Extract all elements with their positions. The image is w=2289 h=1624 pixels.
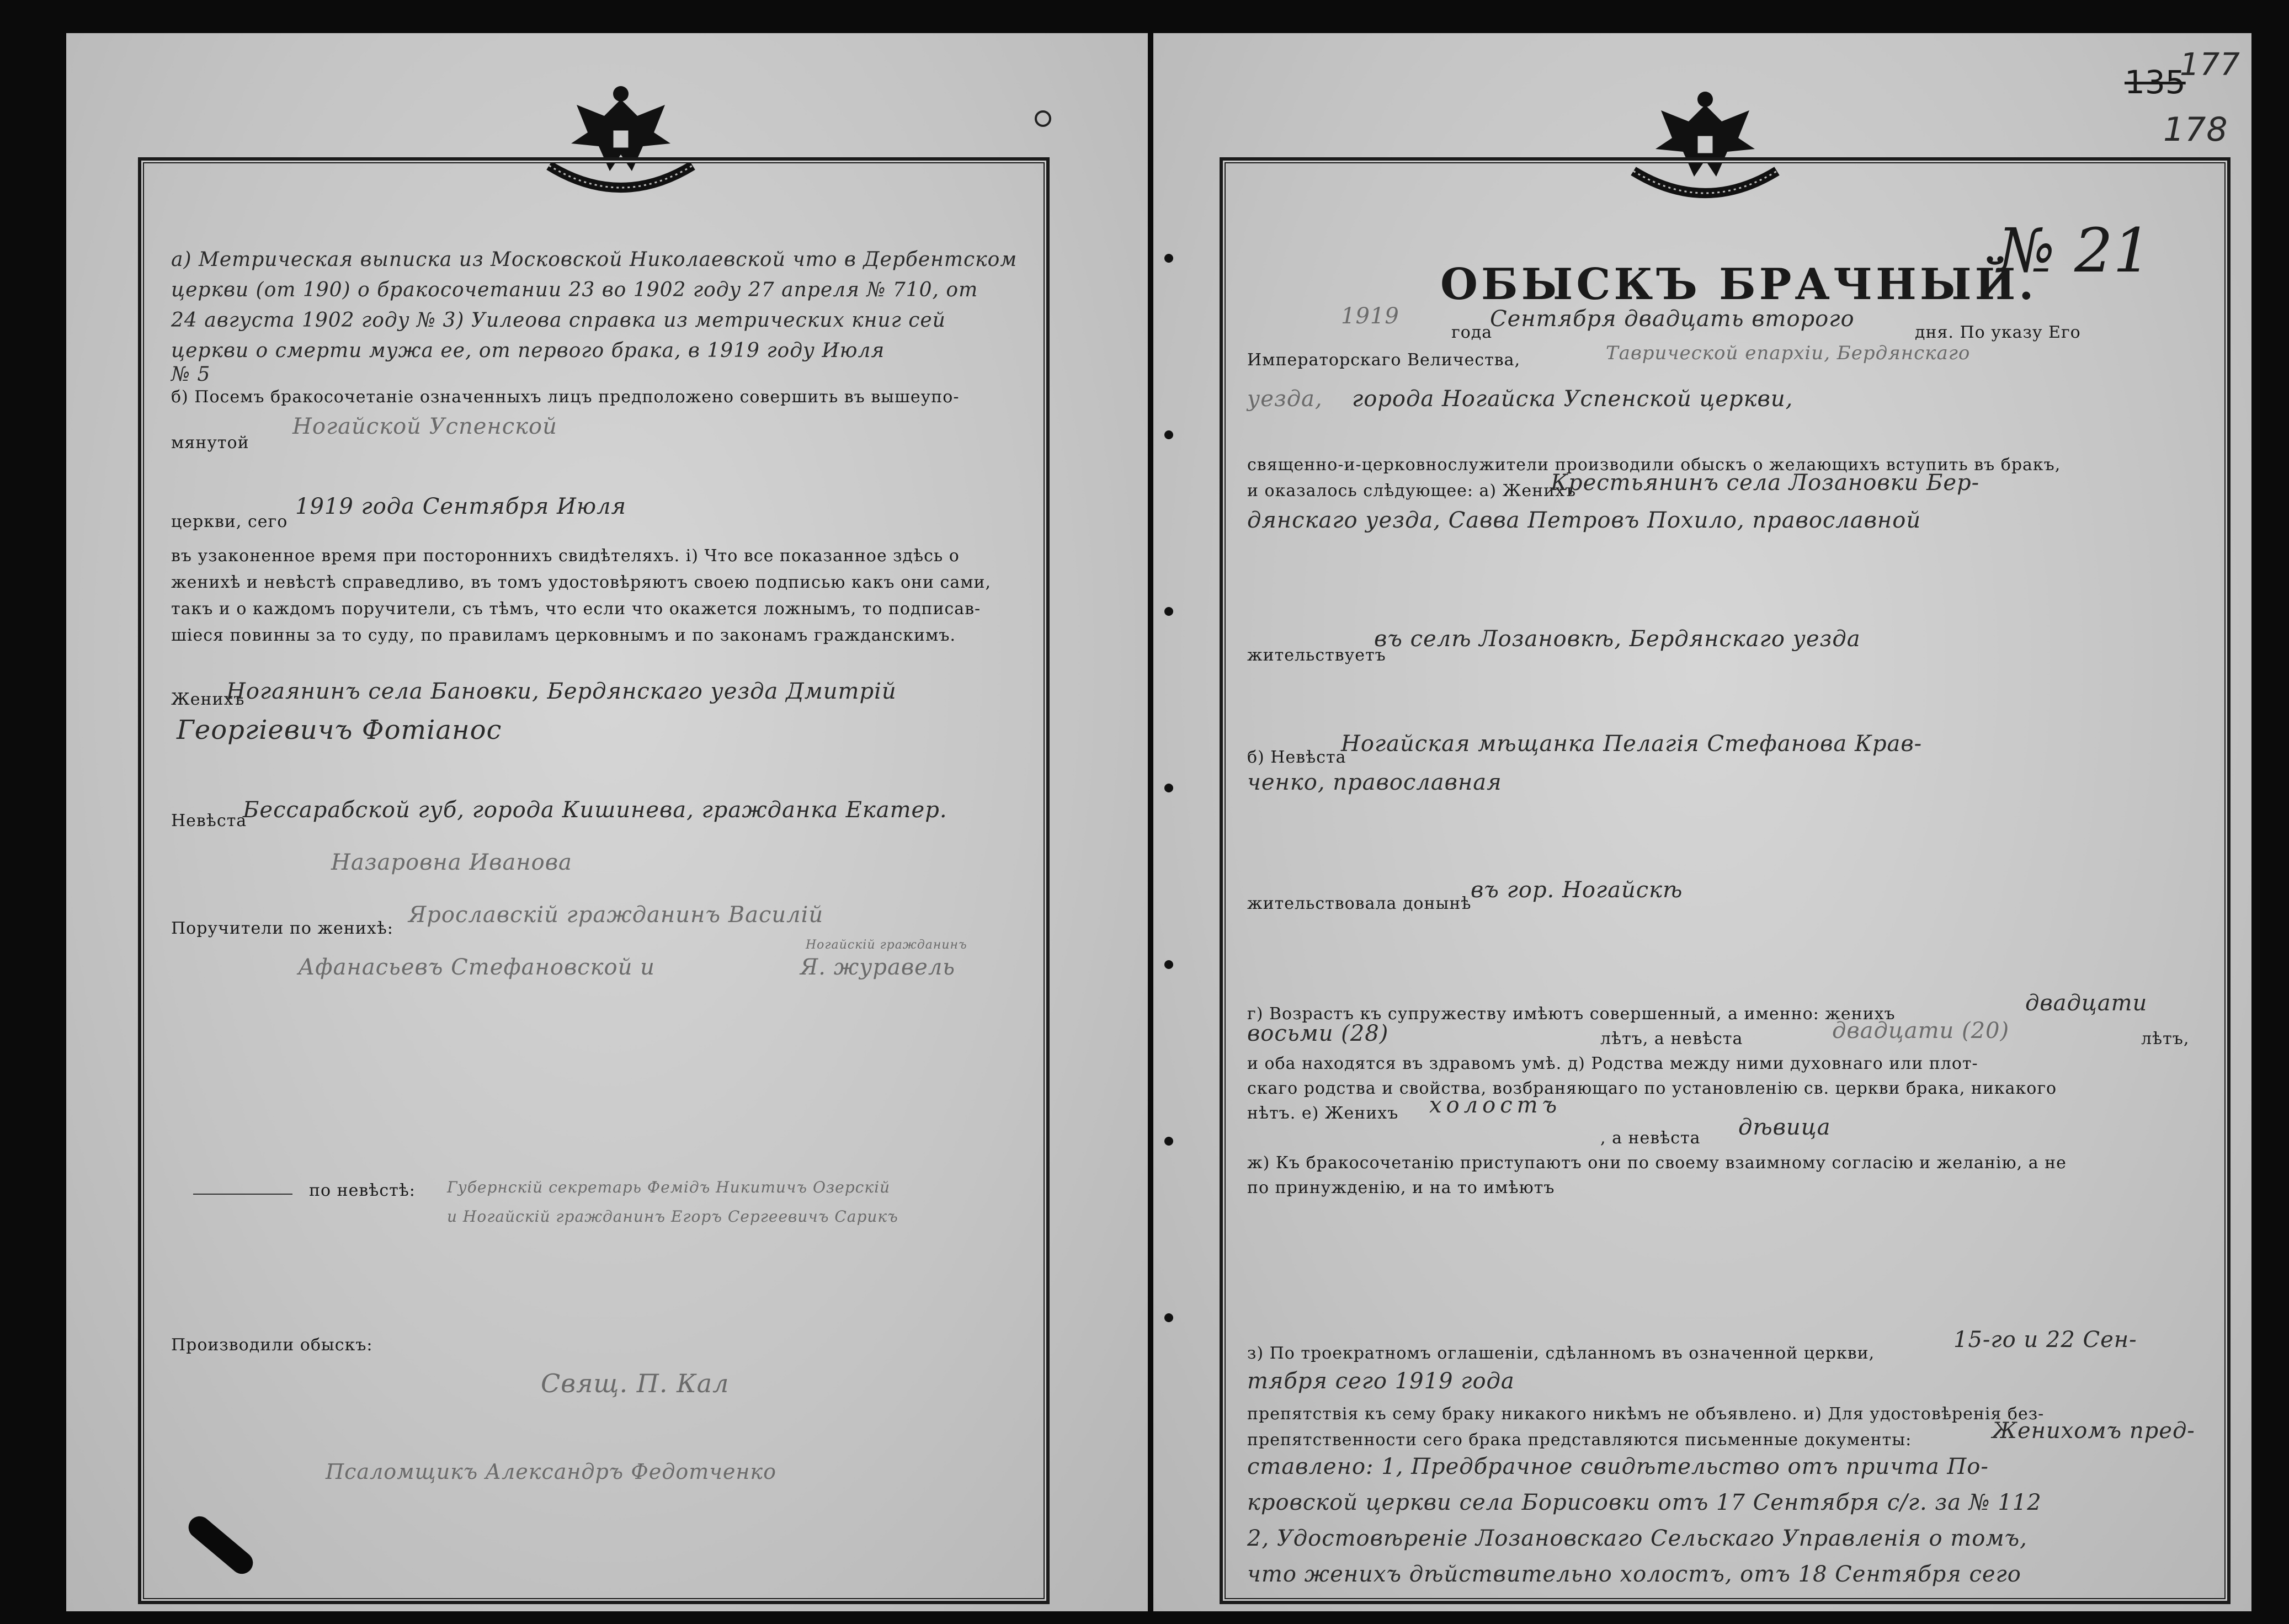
guarantors-bride-label: по невѣстѣ: <box>309 1181 416 1200</box>
month-hand: Сентября двадцать второго <box>1490 306 1855 332</box>
metric-line-1: а) Метрическая выписка из Московской Николаевской что в Дербентском <box>171 248 1018 271</box>
metric-line-5: № 5 <box>171 363 211 386</box>
clergy-line: священно-и-церковнослужители производили обыскъ о желающихъ вступить въ бракъ, <box>1247 455 2061 475</box>
para-line-1: въ узаконенное время при постороннихъ свидѣтеляхъ. i) Что все показанное здѣсь о <box>171 546 960 566</box>
clause-i-line-2: препятственности сего брака представляются письменные документы: <box>1247 1430 1912 1450</box>
bride-hand-1: Бессарабской губ, города Кишинева, гражданка Екатер. <box>243 797 947 823</box>
para-line-3: такъ и о каждомъ поручители, съ тѣмъ, что если что окажется ложнымъ, то подписав- <box>171 599 981 619</box>
punch-dot <box>1164 1313 1173 1322</box>
groom-hand-2: дянскаго уезда, Савва Петровъ Похило, православной <box>1247 508 1921 533</box>
groom-hand-2: Георгiевичъ Фотiанос <box>177 715 502 746</box>
punch-dot <box>1164 960 1173 969</box>
bride-label: б) Невѣста <box>1247 748 1346 767</box>
punch-dot <box>1164 607 1173 616</box>
metric-line-2: церкви (от 190) о бракосочетании 23 во 1902 году 27 апреля № 710, от <box>171 279 978 301</box>
guarantor-groom-small: Ногайскiй гражданинъ <box>806 938 967 952</box>
groom-residence-hand: въ селѣ Лозановкѣ, Бердянскаго уезда <box>1374 626 1861 652</box>
clause-d-line-1: и оба находятся въ здравомъ умѣ. д) Родства между ними духовнаго или плот- <box>1247 1054 1978 1073</box>
age-line-2a: лѣтъ, а невѣста <box>1600 1029 1743 1048</box>
left-page <box>66 33 1148 1611</box>
blank-line <box>193 1194 292 1195</box>
bride-status-label: , а невѣста <box>1600 1128 1701 1148</box>
clause-d-line-2: скаго родства и свойства, возбраняющаго по установленiю св. церкви брака, никакого <box>1247 1079 2057 1098</box>
para-line-2: женихѣ и невѣстѣ справедливо, въ томъ удостовѣряютъ своею подписью какъ они сами, <box>171 573 992 592</box>
guarantor-bride-hand-1: Губернскiй секретарь Фемiдъ Никитичъ Озерскiй <box>447 1178 891 1196</box>
bride-residence-label: жительствовала донынѣ <box>1247 894 1472 913</box>
page-number-printed: 135 <box>2125 63 2186 101</box>
church-name-hand: Ногайской Успенской <box>292 414 557 439</box>
documents-hand-2: ставлено: 1, Предбрачное свидѣтельство отъ причта По- <box>1247 1454 1989 1479</box>
clause-zh-line-1: ж) Къ бракосочетанiю приступаютъ они по своему взаимному согласiю и желанiю, а не <box>1247 1153 2067 1173</box>
church-date-hand: 1919 года Сентября Июля <box>295 494 627 519</box>
bride-residence-hand: въ гор. Ногайскѣ <box>1471 877 1683 903</box>
church-line: церкви, сего <box>171 512 288 531</box>
documents-hand-3: кровской церкви села Борисовки отъ 17 Сентября с/г. за № 112 <box>1247 1490 2042 1515</box>
groom-label: Женихъ <box>171 690 245 709</box>
guarantor-groom-hand-2: Афанасьевъ Стефановской и <box>298 955 655 980</box>
signature-priest: Свящ. П. Кал <box>541 1369 730 1398</box>
groom-status-hand: холостъ <box>1429 1093 1562 1118</box>
record-number: № 21 <box>1998 215 2152 286</box>
clause-b-cont: мянутой <box>171 433 249 452</box>
bride-hand-2: ченко, православная <box>1247 770 1502 795</box>
diocese-hand: Таврической епархiи, Бердянскаго <box>1606 342 1971 364</box>
imperial-line: Императорскаго Величества, <box>1247 350 1521 370</box>
groom-age-hand-2: восьми (28) <box>1247 1021 1389 1046</box>
age-line-2b: лѣтъ, <box>2141 1029 2190 1048</box>
metric-line-4: церкви о смерти мужа ее, от первого брака, в 1919 году Июля <box>171 339 885 362</box>
right-page <box>1153 33 2251 1611</box>
bride-hand-2: Назаровна Иванова <box>331 850 572 875</box>
clause-b: б) Посемъ бракосочетанiе означенныхъ лицъ предположено совершить въ вышеупо- <box>171 387 960 407</box>
groom-intro-line: и оказалось слѣдующее: а) Женихъ <box>1247 481 1577 500</box>
banns-month-hand: тября сего 1919 года <box>1247 1369 1515 1394</box>
para-line-4: шiеся повинны за то суду, по правиламъ церковнымъ и по законамъ гражданскимъ. <box>171 626 956 645</box>
documents-hand-5: что женихъ дѣйствительно холостъ, отъ 18 Сентября сего <box>1247 1562 2021 1587</box>
district-hand: уезда, <box>1247 386 1323 412</box>
page-number-hand-top: 177 <box>2180 47 2240 83</box>
binding-hole <box>1035 110 1051 127</box>
punch-dot <box>1164 254 1173 263</box>
bride-hand-1: Ногайская мѣщанка Пелагiя Стефанова Крав- <box>1341 731 1923 757</box>
bride-label: Невѣста <box>171 811 247 830</box>
bride-status-hand: дѣвица <box>1738 1115 1831 1140</box>
page-number-hand-bottom: 178 <box>2163 110 2228 149</box>
document-title: ОБЫСКЪ БРАЧНЫЙ. <box>1440 259 2037 310</box>
guarantors-groom-label: Поручители по женихѣ: <box>171 919 393 938</box>
banns-dates-hand: 15-го и 22 Сен- <box>1953 1327 2137 1353</box>
groom-age-hand: двадцати <box>2025 991 2148 1016</box>
clause-zh-line-2: по принужденiю, и на то имѣютъ <box>1247 1178 1555 1197</box>
metric-line-3: 24 августа 1902 году № 3) Уилеова справка из метрических книг сей <box>171 309 946 332</box>
clause-i-line-1: препятствiя къ сему браку никакого никѣмъ не объявлено. и) Для удостовѣренiя без- <box>1247 1404 2045 1424</box>
guarantor-groom-hand-1: Ярославскiй гражданинъ Василiй <box>408 902 824 928</box>
punch-dot <box>1164 784 1173 792</box>
groom-hand-1: Ногаянинъ села Бановки, Бердянскаго уезда Дмитрiй <box>226 679 897 704</box>
groom-status-label: нѣтъ. е) Женихъ <box>1247 1104 1399 1123</box>
year-hand: 1919 <box>1341 303 1399 329</box>
groom-hand-1: Крестьянинъ села Лозановки Бер- <box>1551 470 1980 496</box>
guarantor-bride-hand-2: и Ногайскiй гражданинъ Егоръ Сергеевичъ Сарикъ <box>447 1207 898 1226</box>
groom-residence-label: жительствуетъ <box>1247 646 1386 665</box>
year-label: года <box>1451 323 1493 342</box>
bride-age-hand: двадцати (20) <box>1832 1018 2010 1043</box>
search-performed-label: Производили обыскъ: <box>171 1335 373 1355</box>
signature-psalmist: Псаломщикъ Александръ Федотченко <box>326 1460 776 1484</box>
punch-dot <box>1164 430 1173 439</box>
guarantor-groom-hand-3: Я. журавель <box>800 955 956 980</box>
age-line-1: г) Возрастъ къ супружеству имѣютъ совершенный, а именно: женихъ <box>1247 1004 1896 1024</box>
documents-hand-1: Женихомъ пред- <box>1992 1418 2195 1444</box>
documents-hand-4: 2, Удостовѣренiе Лозановскаго Сельскаго Управленiя о томъ, <box>1247 1526 2027 1551</box>
city-church-hand: города Ногайска Успенской церкви, <box>1352 386 1793 412</box>
day-label: дня. По указу Его <box>1915 323 2081 342</box>
punch-dot <box>1164 1137 1173 1146</box>
clause-z-line: з) По троекратномъ оглашенiи, сдѣланномъ въ означенной церкви, <box>1247 1344 1875 1363</box>
